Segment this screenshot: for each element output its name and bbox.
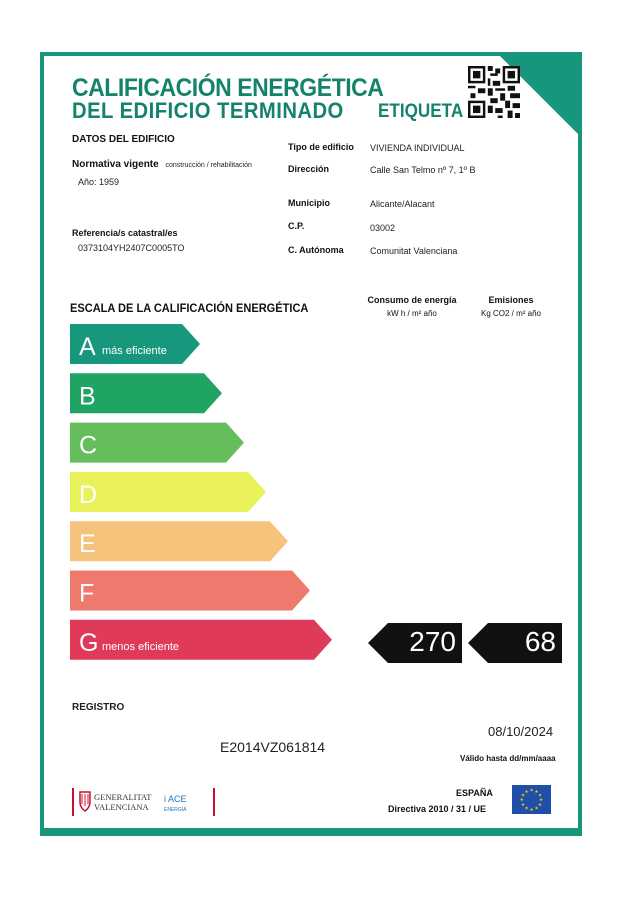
scale-bar-c bbox=[70, 423, 244, 463]
emisiones-rating bbox=[468, 623, 562, 663]
scale-bar-g bbox=[70, 620, 332, 660]
scale-bar-letter: A bbox=[79, 333, 96, 361]
svg-text:★: ★ bbox=[524, 789, 529, 795]
directiva-label: Directiva 2010 / 31 / UE bbox=[388, 804, 487, 814]
referencia-value: 0373104YH2407C0005TO bbox=[78, 243, 185, 253]
scale-bar-letter: F bbox=[79, 579, 95, 608]
qr-code-icon bbox=[468, 66, 520, 118]
registro-number: E2014VZ061814 bbox=[220, 739, 326, 755]
espana-label: ESPAÑA bbox=[456, 788, 493, 798]
svg-text:★: ★ bbox=[524, 806, 529, 812]
scale-bar-shape bbox=[70, 571, 310, 611]
title-line-1: CALIFICACIÓN ENERGÉTICA bbox=[72, 74, 384, 102]
scale-bar-shape bbox=[70, 521, 288, 561]
svg-text:★: ★ bbox=[539, 798, 544, 804]
tipo-value: VIVIENDA INDIVIDUAL bbox=[370, 143, 465, 153]
emisiones-header: Emisiones bbox=[488, 295, 534, 305]
scale-bar-f bbox=[70, 571, 310, 611]
scale-bar-letter: B bbox=[79, 382, 96, 411]
generalitat-logo bbox=[72, 786, 152, 818]
referencia-label: Referencia/s catastral/es bbox=[72, 228, 178, 238]
scale-bar-d bbox=[70, 472, 266, 512]
eu-flag-icon bbox=[512, 785, 551, 814]
scale-bar-letter: D bbox=[79, 480, 98, 509]
valido-hasta: Válido hasta dd/mm/aaaa bbox=[460, 754, 556, 763]
svg-text:★: ★ bbox=[529, 808, 534, 813]
eu-stars bbox=[512, 785, 551, 814]
registro-date: 08/10/2024 bbox=[488, 724, 554, 739]
svg-text:★: ★ bbox=[529, 788, 534, 794]
normativa-label bbox=[72, 159, 252, 170]
generalitat-logo-icon bbox=[72, 786, 152, 818]
svg-text:★: ★ bbox=[520, 803, 526, 808]
energy-scale-bars bbox=[70, 324, 350, 664]
consumo-value: 270 bbox=[409, 626, 456, 657]
scale-bar-letter: E bbox=[79, 530, 96, 559]
registro-label: REGISTRO bbox=[72, 702, 125, 713]
autonoma-label: C. Autónoma bbox=[288, 245, 344, 255]
datos-section-title: DATOS DEL EDIFICIO bbox=[72, 134, 175, 145]
scale-bar-sub: más eficiente bbox=[102, 345, 167, 357]
scale-bar-a bbox=[70, 324, 200, 364]
svg-text:★: ★ bbox=[520, 793, 526, 799]
title-line-2: DEL EDIFICIO TERMINADO bbox=[72, 98, 344, 123]
scale-bar-e bbox=[70, 521, 288, 561]
scale-title: ESCALA DE LA CALIFICACIÓN ENERGÉTICA bbox=[70, 301, 309, 315]
autonoma-value: Comunitat Valenciana bbox=[370, 246, 458, 256]
energy-label-frame bbox=[40, 52, 582, 836]
consumo-unit: kW h / m² año bbox=[387, 309, 437, 318]
direccion-value: Calle San Telmo nº 7, 1º B bbox=[370, 165, 476, 175]
etiqueta-label: ETIQUETA bbox=[378, 101, 464, 122]
anio-value: Año: 1959 bbox=[78, 177, 120, 187]
emisiones-unit: Kg CO2 / m² año bbox=[480, 309, 542, 318]
municipio-label: Municipio bbox=[288, 198, 330, 208]
iace-text: i ACE bbox=[164, 794, 187, 804]
emisiones-value: 68 bbox=[524, 626, 556, 657]
svg-text:★: ★ bbox=[537, 803, 543, 808]
consumo-rating bbox=[368, 623, 462, 663]
svg-text:★: ★ bbox=[534, 806, 539, 812]
scale-bar-letter: G bbox=[79, 628, 99, 657]
tipo-label: Tipo de edificio bbox=[288, 142, 354, 152]
iace-logo-icon bbox=[162, 786, 216, 818]
scale-bar-shape bbox=[70, 620, 332, 660]
municipio-value: Alicante/Alacant bbox=[370, 199, 435, 209]
consumo-header: Consumo de energía bbox=[367, 295, 457, 305]
scale-bar-sub: menos eficiente bbox=[102, 640, 180, 653]
gv-line-1: GENERALITAT bbox=[94, 792, 152, 802]
scale-bar-b bbox=[70, 373, 222, 413]
gv-line-2: VALENCIANA bbox=[94, 802, 149, 812]
cp-value: 03002 bbox=[370, 223, 396, 233]
svg-text:★: ★ bbox=[519, 798, 524, 804]
iace-sub: ENERGÍA bbox=[164, 807, 187, 813]
svg-text:★: ★ bbox=[537, 793, 543, 799]
direccion-label: Dirección bbox=[288, 164, 330, 174]
cp-label: C.P. bbox=[288, 221, 305, 231]
iace-logo bbox=[162, 786, 216, 818]
normativa-label-text: Normativa vigente bbox=[72, 159, 159, 170]
scale-bar-shape bbox=[70, 472, 266, 512]
svg-text:★: ★ bbox=[534, 789, 539, 795]
normativa-note: construcción / rehabilitación bbox=[165, 162, 252, 169]
scale-bar-letter: C bbox=[79, 431, 98, 460]
